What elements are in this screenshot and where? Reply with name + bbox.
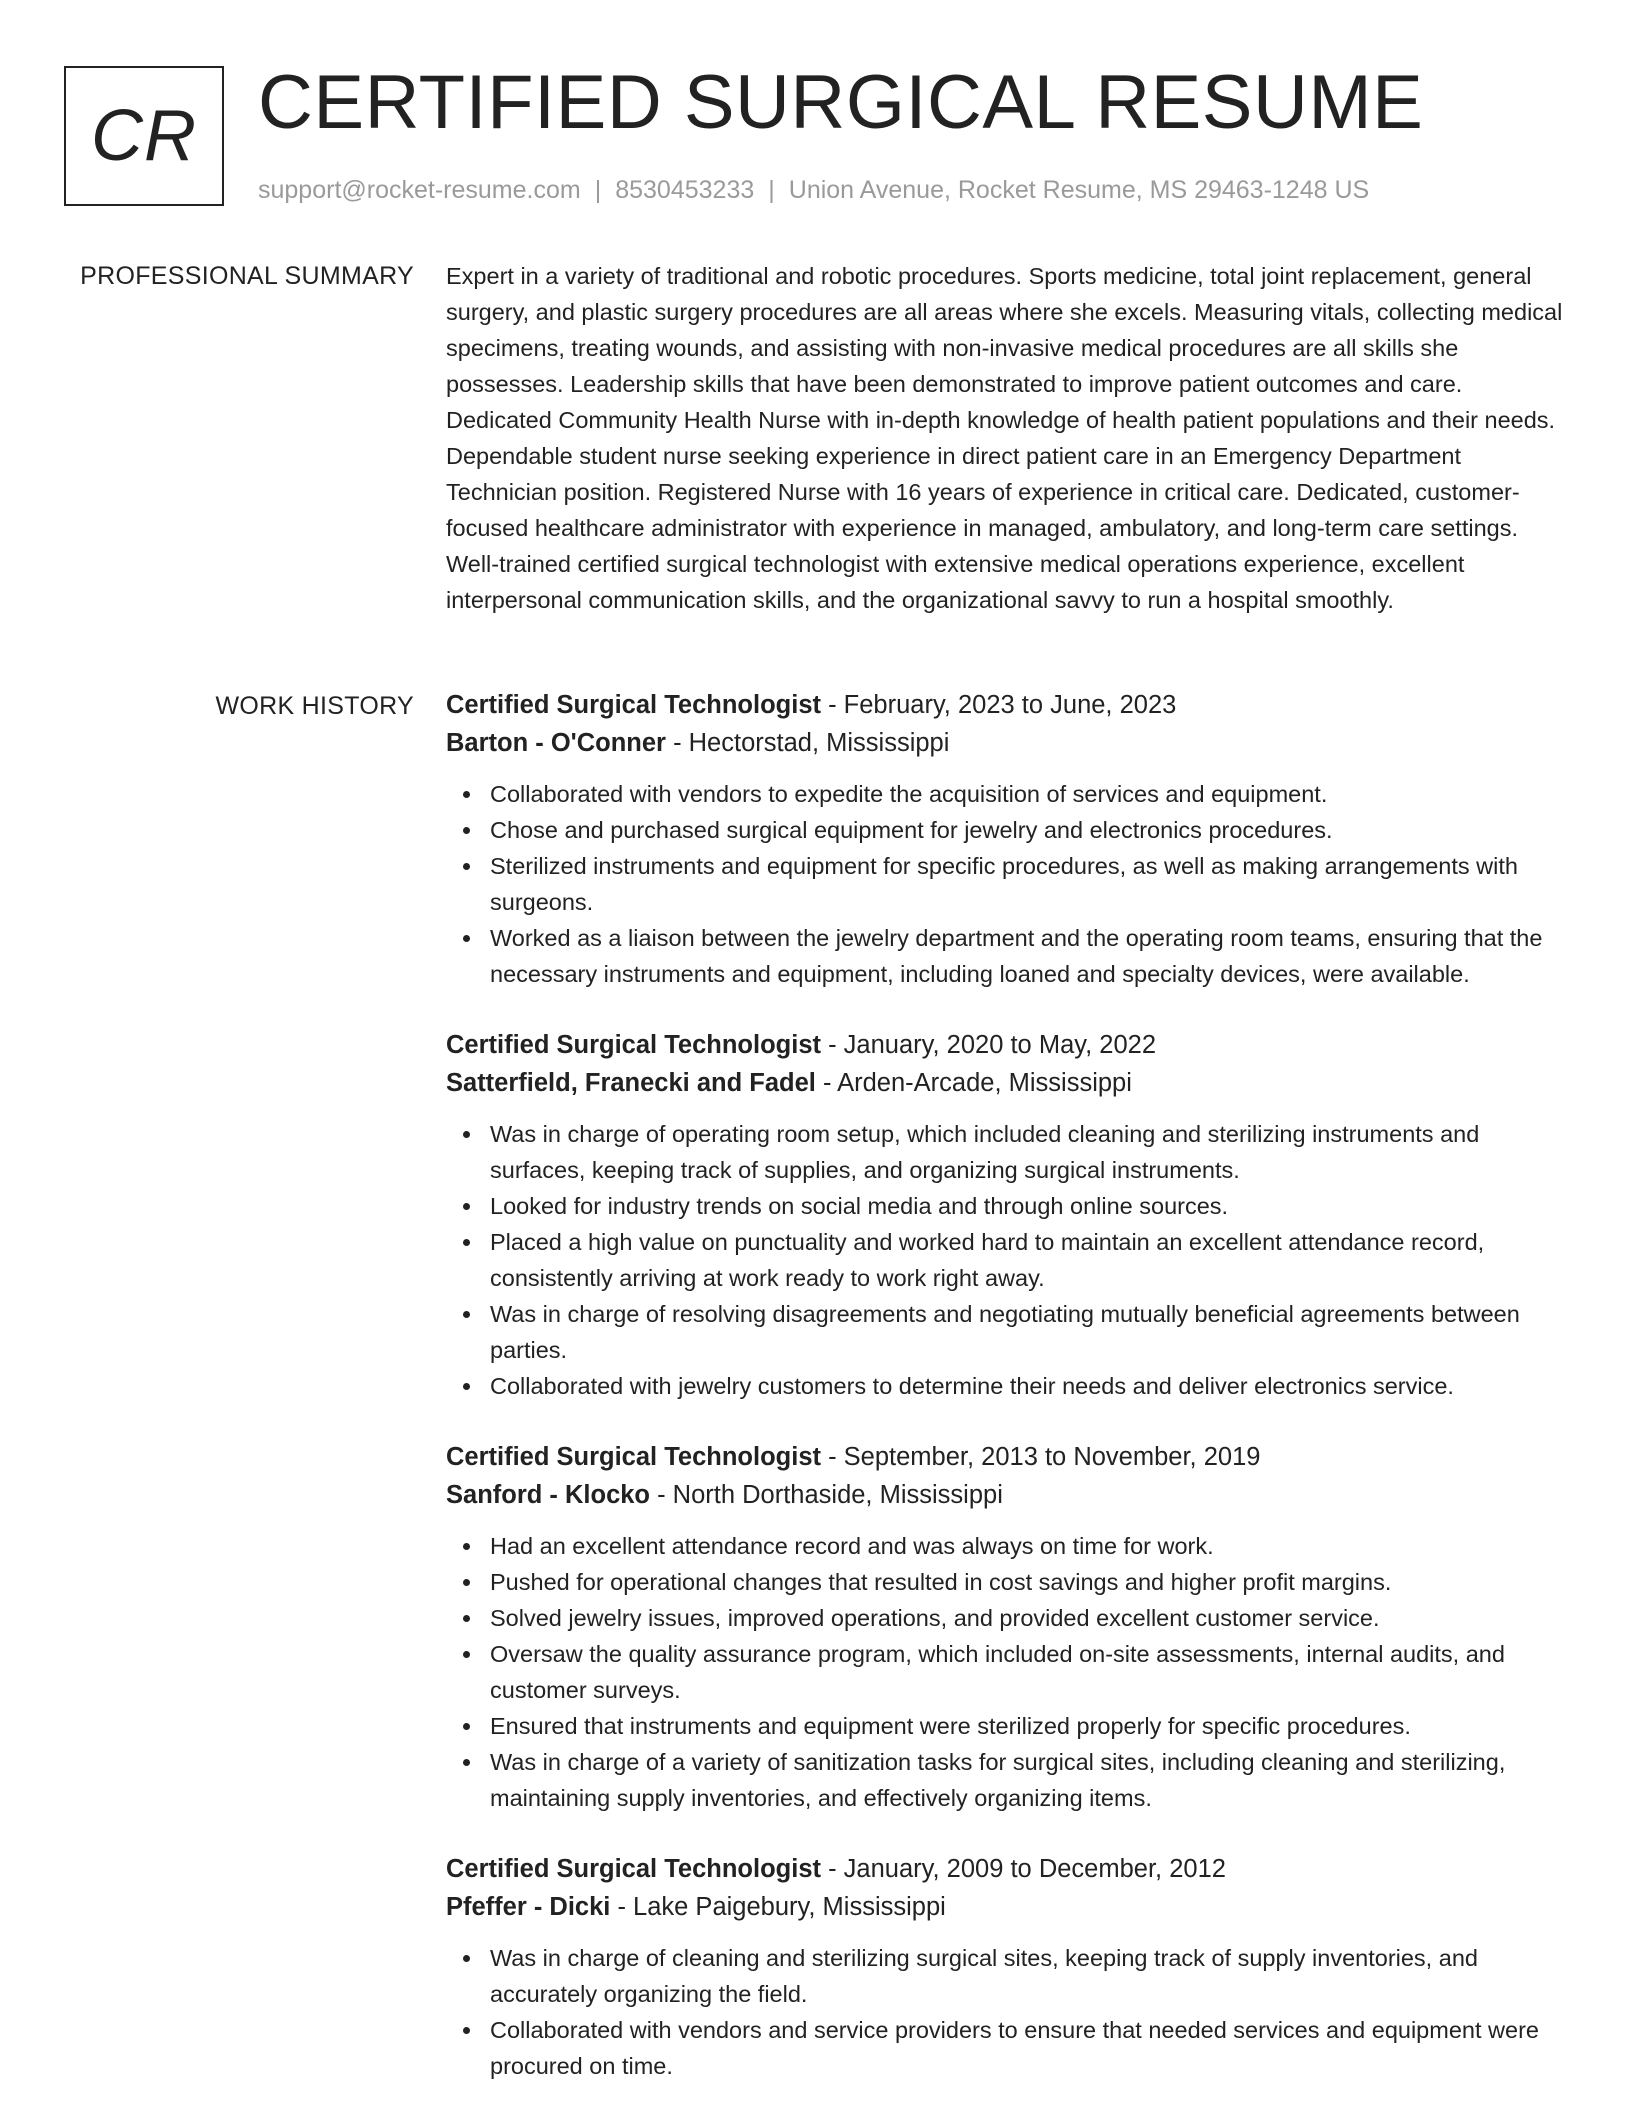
job-location: - Arden-Arcade, Mississippi (815, 1069, 1132, 1097)
job-bullet: Collaborated with vendors and service providers to ensure that needed services and equipment were procured on time. (490, 2012, 1566, 2084)
job-bullet: Ensured that instruments and equipment were sterilized properly for specific procedures. (490, 1708, 1566, 1744)
job-title: Certified Surgical Technologist (446, 1855, 821, 1883)
job-title-line (446, 1026, 1566, 1064)
job-company-line (446, 1064, 1566, 1102)
job-bullet: Collaborated with vendors to expedite the acquisition of services and equipment. (490, 776, 1566, 812)
job-entry (446, 686, 1566, 992)
job-company-line (446, 1888, 1566, 1926)
contact-separator: | (594, 176, 602, 204)
job-location: - North Dorthaside, Mississippi (650, 1481, 1003, 1509)
job-company: Sanford - Klocko (446, 1481, 651, 1509)
job-bullet: Sterilized instruments and equipment for specific procedures, as well as making arrangements with surgeons. (490, 848, 1566, 920)
job-company: Satterfield, Franecki and Fadel (446, 1069, 816, 1097)
job-location: - Hectorstad, Mississippi (665, 729, 950, 757)
job-bullets (446, 1528, 1566, 1816)
job-bullet: Looked for industry trends on social media and through online sources. (490, 1188, 1566, 1224)
job-dates: - February, 2023 to June, 2023 (821, 691, 1177, 719)
summary-body (446, 258, 1566, 618)
job-bullet: Pushed for operational changes that resulted in cost savings and higher profit margins. (490, 1564, 1566, 1600)
monogram-badge (64, 66, 224, 206)
job-dates: - September, 2013 to November, 2019 (821, 1443, 1261, 1471)
job-bullet: Oversaw the quality assurance program, which included on-site assessments, internal audits, and customer surveys. (490, 1636, 1566, 1708)
job-company: Pfeffer - Dicki (446, 1893, 611, 1921)
job-bullet: Collaborated with jewelry customers to determine their needs and deliver electronics service. (490, 1368, 1566, 1404)
job-bullet: Was in charge of cleaning and sterilizing surgical sites, keeping track of supply inventories, and accurately organizing the field. (490, 1940, 1566, 2012)
job-dates: - January, 2020 to May, 2022 (821, 1031, 1156, 1059)
job-company-line (446, 724, 1566, 762)
job-bullet: Solved jewelry issues, improved operations, and provided excellent customer service. (490, 1600, 1566, 1636)
job-title: Certified Surgical Technologist (446, 691, 821, 719)
contact-phone[interactable]: 8530453233 (615, 176, 755, 204)
job-bullet: Placed a high value on punctuality and worked hard to maintain an excellent attendance record, consistently arriving at work ready to work right away. (490, 1224, 1566, 1296)
job-bullet: Was in charge of resolving disagreements and negotiating mutually beneficial agreements between parties. (490, 1296, 1566, 1368)
job-bullet: Was in charge of a variety of sanitization tasks for surgical sites, including cleaning and sterilizing, maintaining supply inventories, and effectively organizing items. (490, 1744, 1566, 1816)
job-entry (446, 1438, 1566, 1816)
job-bullet: Worked as a liaison between the jewelry department and the operating room teams, ensuring that the necessary instruments and equipment, including loaned and specialty devices, were available. (490, 920, 1566, 992)
contact-separator: | (768, 176, 775, 204)
job-title-line (446, 1438, 1566, 1476)
summary-text: Expert in a variety of traditional and robotic procedures. Sports medicine, total joint replacement, general surgery, and plastic surgery procedures are all areas where she excels. Measuring vitals, collecting medical specimens, treating wounds, and assisting with non-invasive medical procedures are all skills she possesses. Leadership skills that have been demonstrated to improve patient outcomes and care. Dedicated Community Health Nurse with in-depth knowledge of health patient populations and their needs. Dependable student nurse seeking experience in direct patient care in an Emergency Department Technician position. Registered Nurse with 16 years of experience in critical care. Dedicated, customer-focused healthcare administrator with experience in managed, ambulatory, and long-term care settings. Well-trained certified surgical technologist with extensive medical operations experience, excellent interpersonal communication skills, and the organizational savvy to run a hospital smoothly. (446, 263, 1563, 613)
job-title-line (446, 1850, 1566, 1888)
job-location: - Lake Paigebury, Mississippi (610, 1893, 946, 1921)
job-bullets (446, 1116, 1566, 1404)
job-title-line (446, 686, 1566, 724)
job-bullet: Had an excellent attendance record and was always on time for work. (490, 1528, 1566, 1564)
contact-address: Union Avenue, Rocket Resume, MS 29463-1248 US (788, 176, 1370, 204)
job-bullet: Was in charge of operating room setup, which included cleaning and sterilizing instruments and surfaces, keeping track of supplies, and organizing surgical instruments. (490, 1116, 1566, 1188)
section-label-summary: PROFESSIONAL SUMMARY (80, 262, 414, 290)
job-bullet: Chose and purchased surgical equipment for jewelry and electronics procedures. (490, 812, 1566, 848)
contact-email[interactable]: support@rocket-resume.com (258, 176, 581, 204)
job-title: Certified Surgical Technologist (446, 1031, 821, 1059)
contact-line (258, 174, 1369, 206)
job-company-line (446, 1476, 1566, 1514)
section-label-work-history: WORK HISTORY (215, 692, 414, 720)
job-dates: - January, 2009 to December, 2012 (821, 1855, 1226, 1883)
job-company: Barton - O'Conner (446, 729, 666, 757)
job-entry (446, 1026, 1566, 1404)
job-entry (446, 1850, 1566, 2084)
job-title: Certified Surgical Technologist (446, 1443, 821, 1471)
work-history-body (446, 686, 1566, 2118)
job-bullets (446, 1940, 1566, 2084)
monogram-initials: CR (91, 96, 197, 176)
resume-title: CERTIFIED SURGICAL RESUME (258, 60, 1424, 145)
job-bullets (446, 776, 1566, 992)
